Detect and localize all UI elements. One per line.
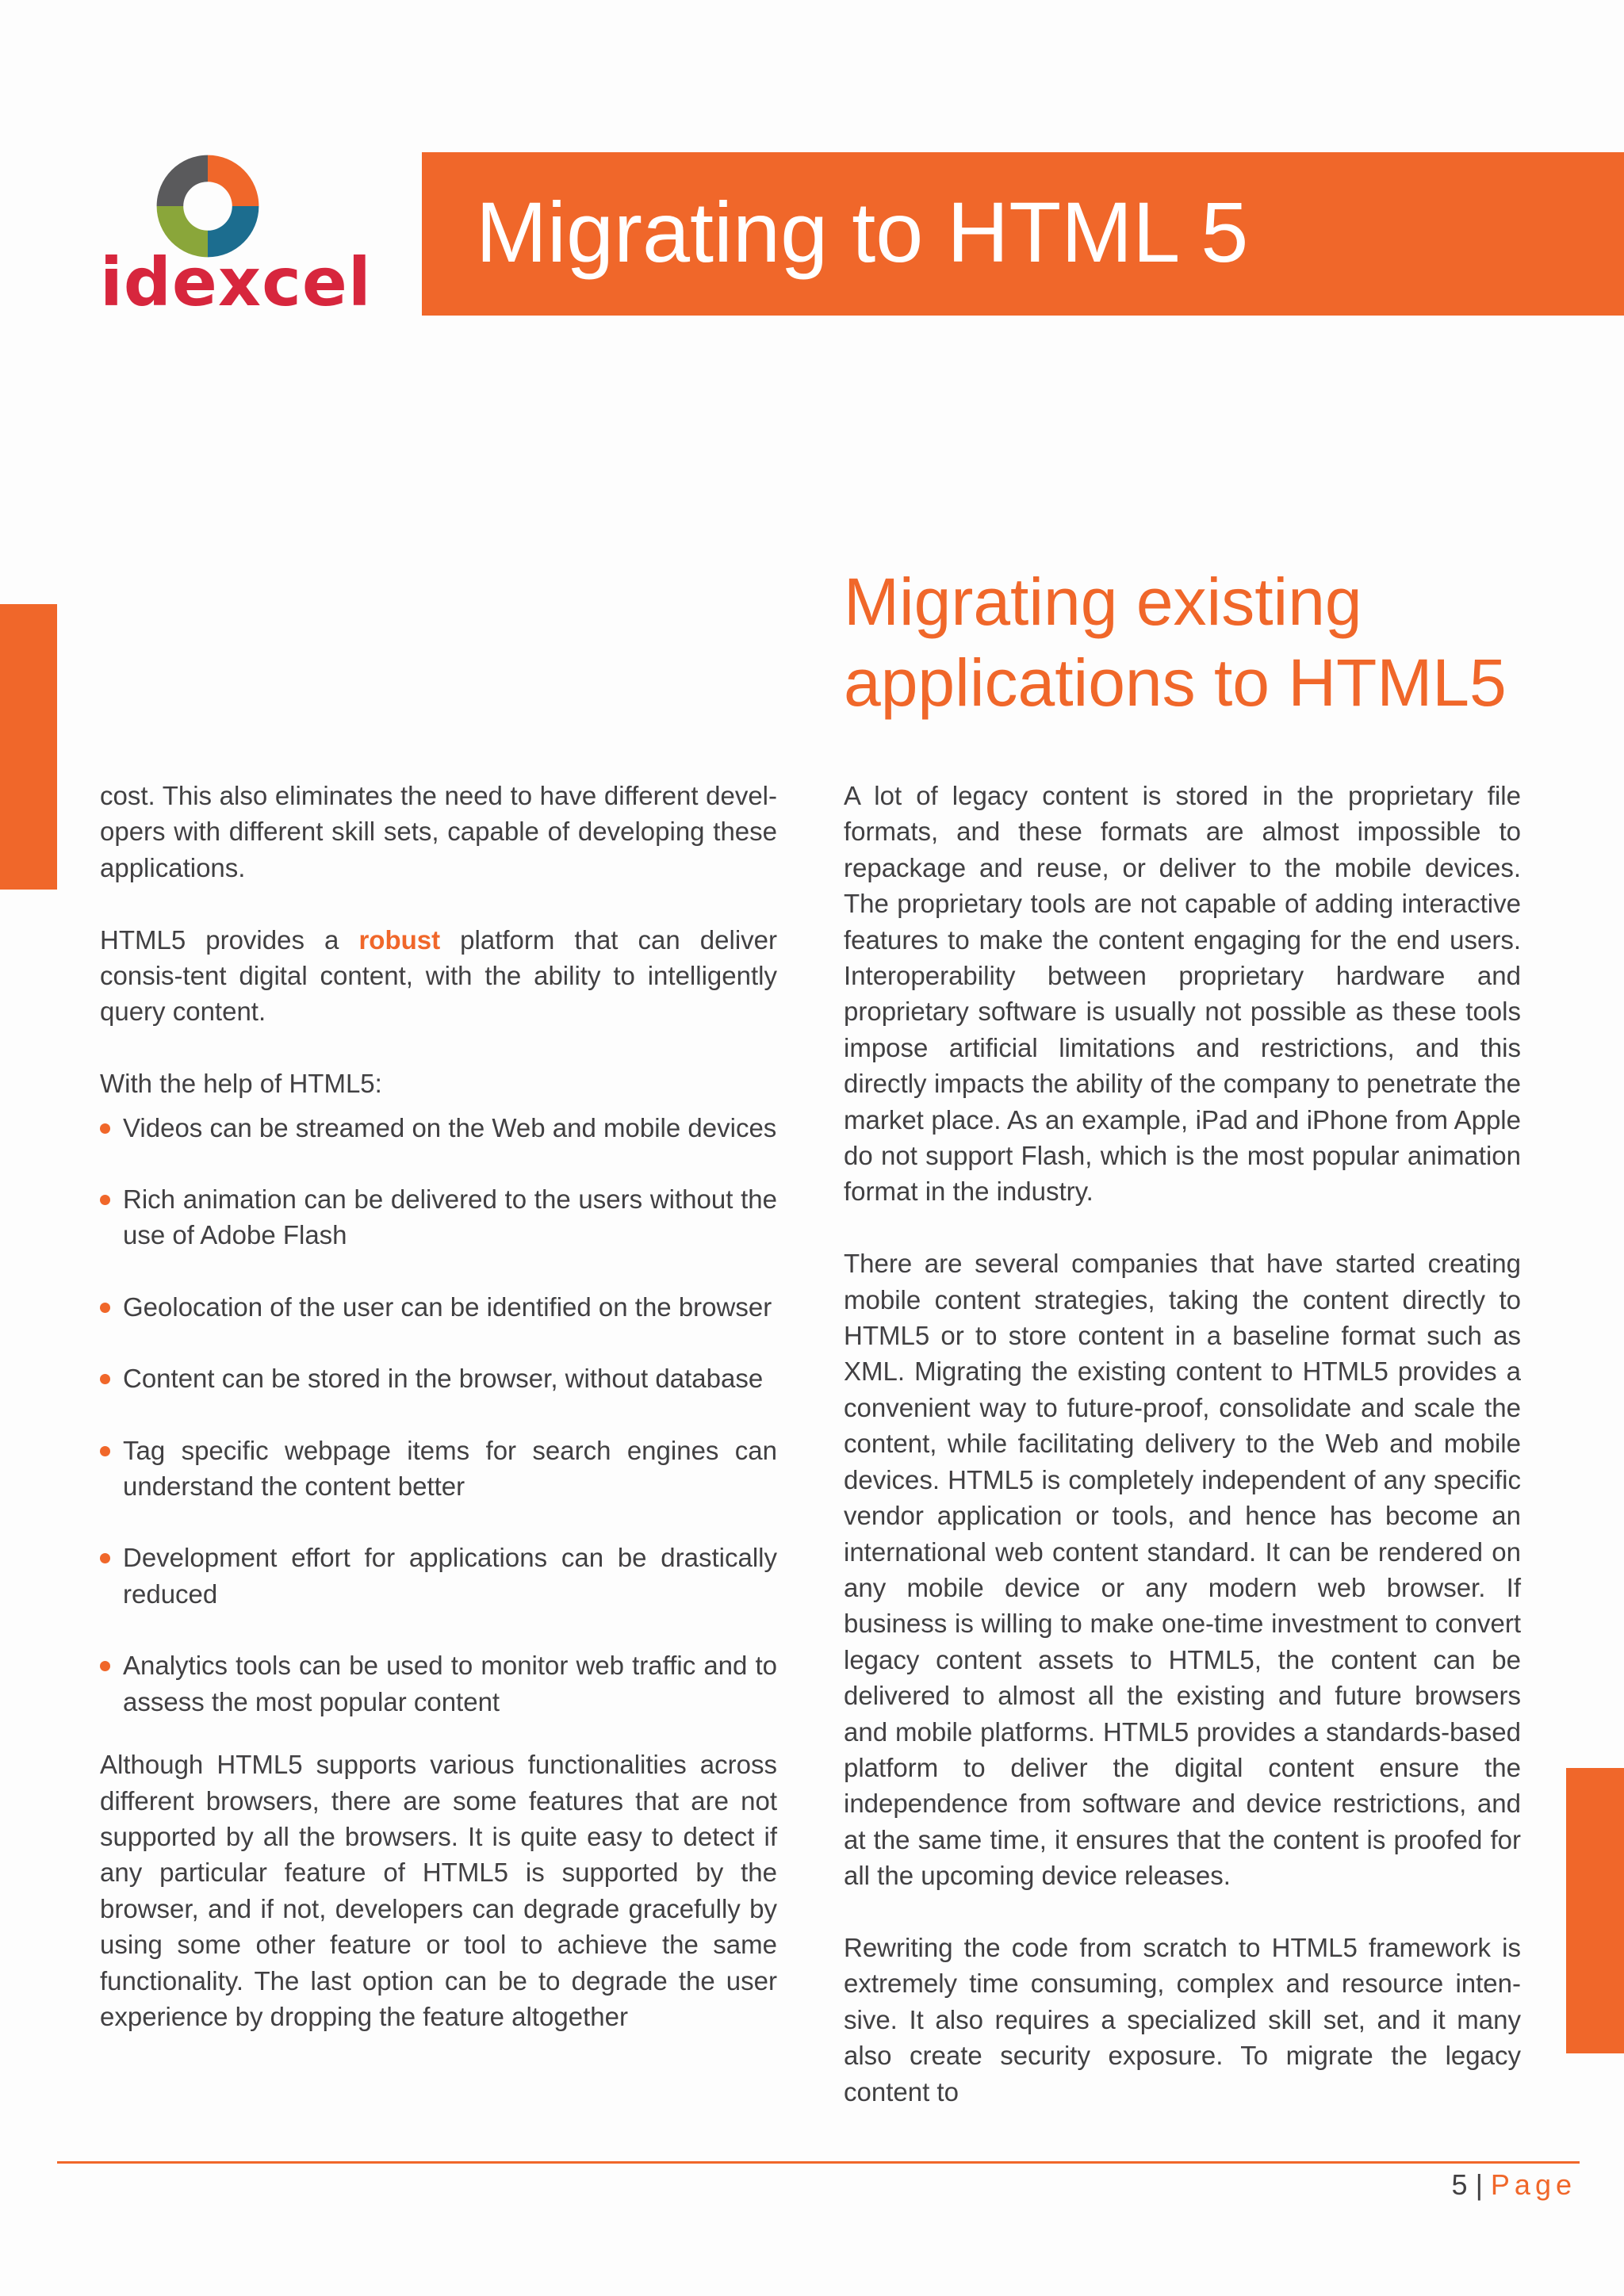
- page-number-value: 5: [1451, 2168, 1468, 2201]
- paragraph: A lot of legacy content is stored in the proprietary file formats, and these formats are almost impossible to repackage and reuse, or deliver to the mobile devices. The proprietary tools are not capable of adding interactive features to make the content engaging for the end users. Interoperability between proprietary hardware and proprietary software is usually not possible as these tools impose artificial limitations and restrictions, and this directly impacts the ability of the company to penetrate the market place. As an example, iPad and iPhone from Apple do not support Flash, which is the most popular animation format in the industry.: [844, 781, 1521, 1207]
- paragraph: [100, 922, 777, 1030]
- page-number-separator: |: [1475, 2168, 1483, 2201]
- list-item: [100, 1181, 777, 1253]
- list-intro: With the help of HTML5:: [100, 1069, 382, 1099]
- section-heading: Migrating existing applications to HTML5: [844, 564, 1507, 720]
- right-column: [844, 778, 1521, 2110]
- text-run: platform that can deliver consis-tent digital content, with the ability to intelligently query content.: [100, 924, 777, 1027]
- list-item-text: Content can be stored in the browser, without database: [123, 1364, 764, 1394]
- list-item: [100, 1360, 777, 1396]
- list-item-text: Videos can be streamed on the Web and mobile devices: [123, 1112, 777, 1142]
- list-item: [100, 1110, 777, 1146]
- title-banner: [422, 152, 1624, 316]
- bullet-icon: [100, 1661, 110, 1671]
- list-item-text: Development effort for applications can be drastically reduced: [123, 1543, 777, 1609]
- page-number: [1451, 2168, 1576, 2201]
- company-logo: [100, 151, 372, 325]
- feature-list: [100, 1110, 777, 1720]
- bullet-icon: [100, 1123, 110, 1134]
- paragraph: There are several companies that have started creating mobile content strategies, taking the content directly to HTML5 or to store content in a baseline format such as XML. Migrating the existing content to HTML5 provides a convenient way to future-proof, consolidate and scale the content, while facilitating delivery to the Web and mobile devices. HTML5 is completely independent of any specific vendor application or tools, and hence has become an international web content standard. It can be rendered on any mobile device or any modern web browser. If business is willing to make one-time investment to convert legacy content assets to HTML5, the content can be delivered to almost all the existing and future browsers and mobile platforms. HTML5 provides a standards-based platform to deliver the digital content ensure the independence from software and device restrictions, and at the same time, it ensures that the content is proofed for all the upcoming device releases.: [844, 1249, 1521, 1891]
- list-item: [100, 1540, 777, 1612]
- left-accent-tab: [0, 604, 57, 890]
- footer-divider: [57, 2161, 1580, 2164]
- list-item-text: Rich animation can be delivered to the users without the use of Adobe Flash: [123, 1184, 777, 1250]
- bullet-icon: [100, 1195, 110, 1205]
- bullet-icon: [100, 1303, 110, 1313]
- document-title: Migrating to HTML 5: [476, 184, 1249, 280]
- paragraph: Although HTML5 supports various functionalities across different browsers, there are some features that are not supported by all the browsers. It is quite easy to detect if any particular feature of HTML5 is supported by the browser, and if not, developers can degrade gracefully by using some other feature or tool to achieve the same functionality. The last option can be to degrade the user experience by dropping the feature altogether: [100, 1750, 777, 2031]
- paragraph: Rewriting the code from scratch to HTML5 framework is extremely time consuming, complex and resource inten-sive. It also requires a specialized skill set, and it many also create security exposure. To migrate the legacy content to: [844, 1932, 1521, 2107]
- page-label: Page: [1490, 2168, 1576, 2201]
- list-item: [100, 1289, 777, 1325]
- text-run: HTML5 provides a: [100, 924, 359, 955]
- list-item-text: Tag specific webpage items for search engines can understand the content better: [123, 1435, 777, 1502]
- list-item: [100, 1647, 777, 1720]
- list-item-text: Analytics tools can be used to monitor web traffic and to assess the most popular content: [123, 1651, 777, 1716]
- list-item-text: Geolocation of the user can be identified on the browser: [123, 1292, 772, 1322]
- right-accent-tab: [1566, 1768, 1624, 2053]
- bullet-icon: [100, 1553, 110, 1563]
- paragraph: cost. This also eliminates the need to have different devel-opers with different skill sets, capable of developing these applications.: [100, 781, 777, 882]
- logo-wordmark: idexcel: [100, 243, 372, 321]
- highlighted-word: robust: [358, 924, 441, 955]
- bullet-icon: [100, 1446, 110, 1456]
- bullet-icon: [100, 1374, 110, 1384]
- list-item: [100, 1433, 777, 1505]
- left-column: [100, 778, 777, 2034]
